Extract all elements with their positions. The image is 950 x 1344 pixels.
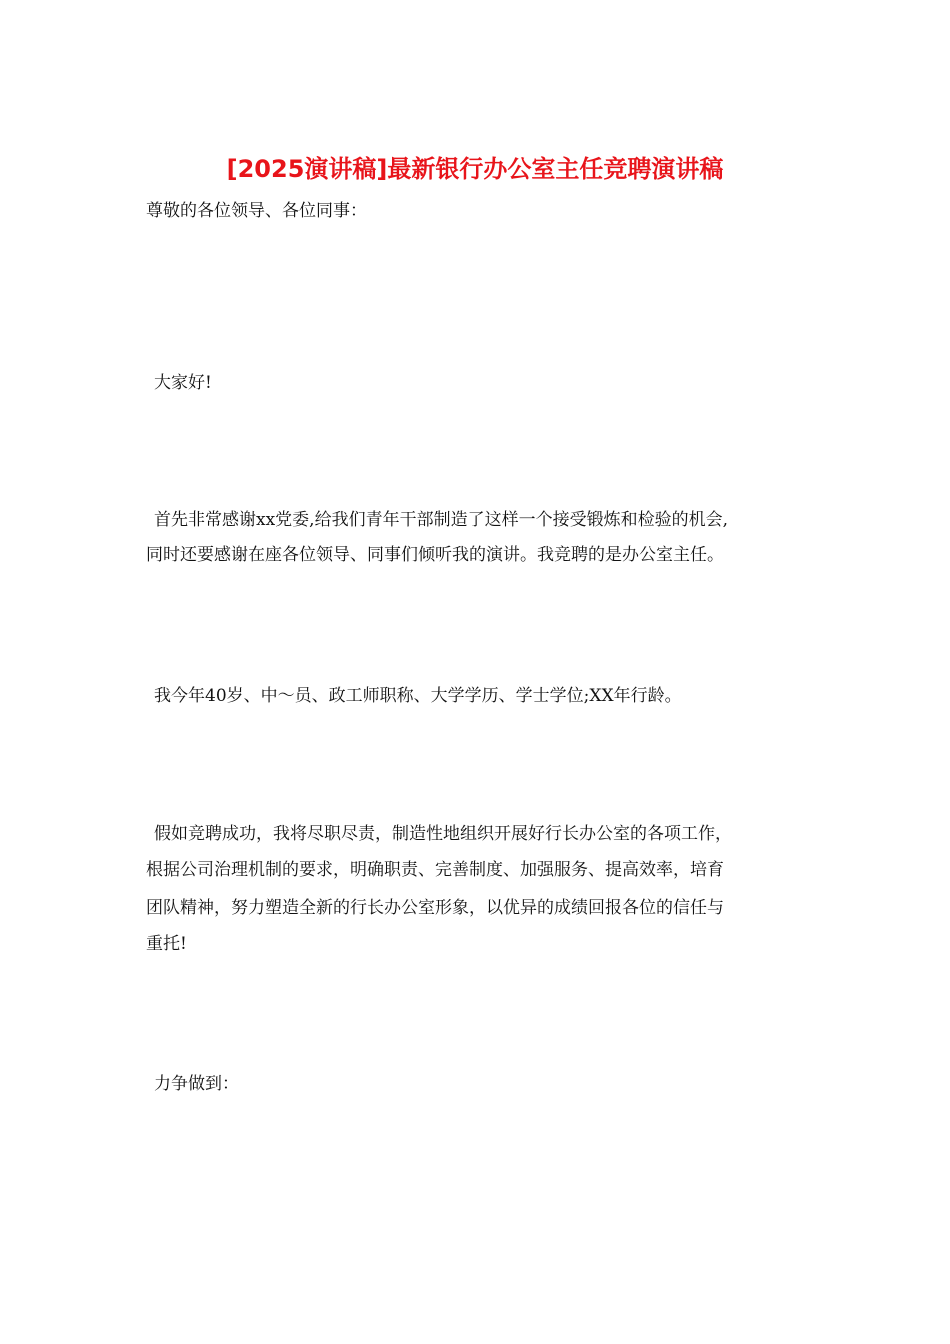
paragraph-line: 根据公司治理机制的要求，明确职责、完善制度、加强服务、提高效率，培育 <box>146 860 724 880</box>
document-title: [2025演讲稿]最新银行办公室主任竞聘演讲稿 <box>226 155 724 183</box>
paragraph-line: 我今年40岁、中～员、政工师职称、大学学历、学士学位;XX年行龄。 <box>154 686 682 706</box>
salutation: 尊敬的各位领导、各位同事： <box>146 201 367 221</box>
paragraph-line: 首先非常感谢xx党委,给我们青年干部制造了这样一个接受锻炼和检验的机会, <box>154 510 728 530</box>
paragraph-line: 重托! <box>146 934 187 954</box>
paragraph-line: 团队精神，努力塑造全新的行长办公室形象，以优异的成绩回报各位的信任与 <box>146 898 724 918</box>
greeting: 大家好! <box>154 373 212 393</box>
paragraph-line: 同时还要感谢在座各位领导、同事们倾听我的演讲。我竞聘的是办公室主任。 <box>146 545 724 565</box>
paragraph-line: 假如竞聘成功，我将尽职尽责，制造性地组织开展好行长办公室的各项工作， <box>154 824 732 844</box>
paragraph-line: 力争做到： <box>154 1074 239 1094</box>
